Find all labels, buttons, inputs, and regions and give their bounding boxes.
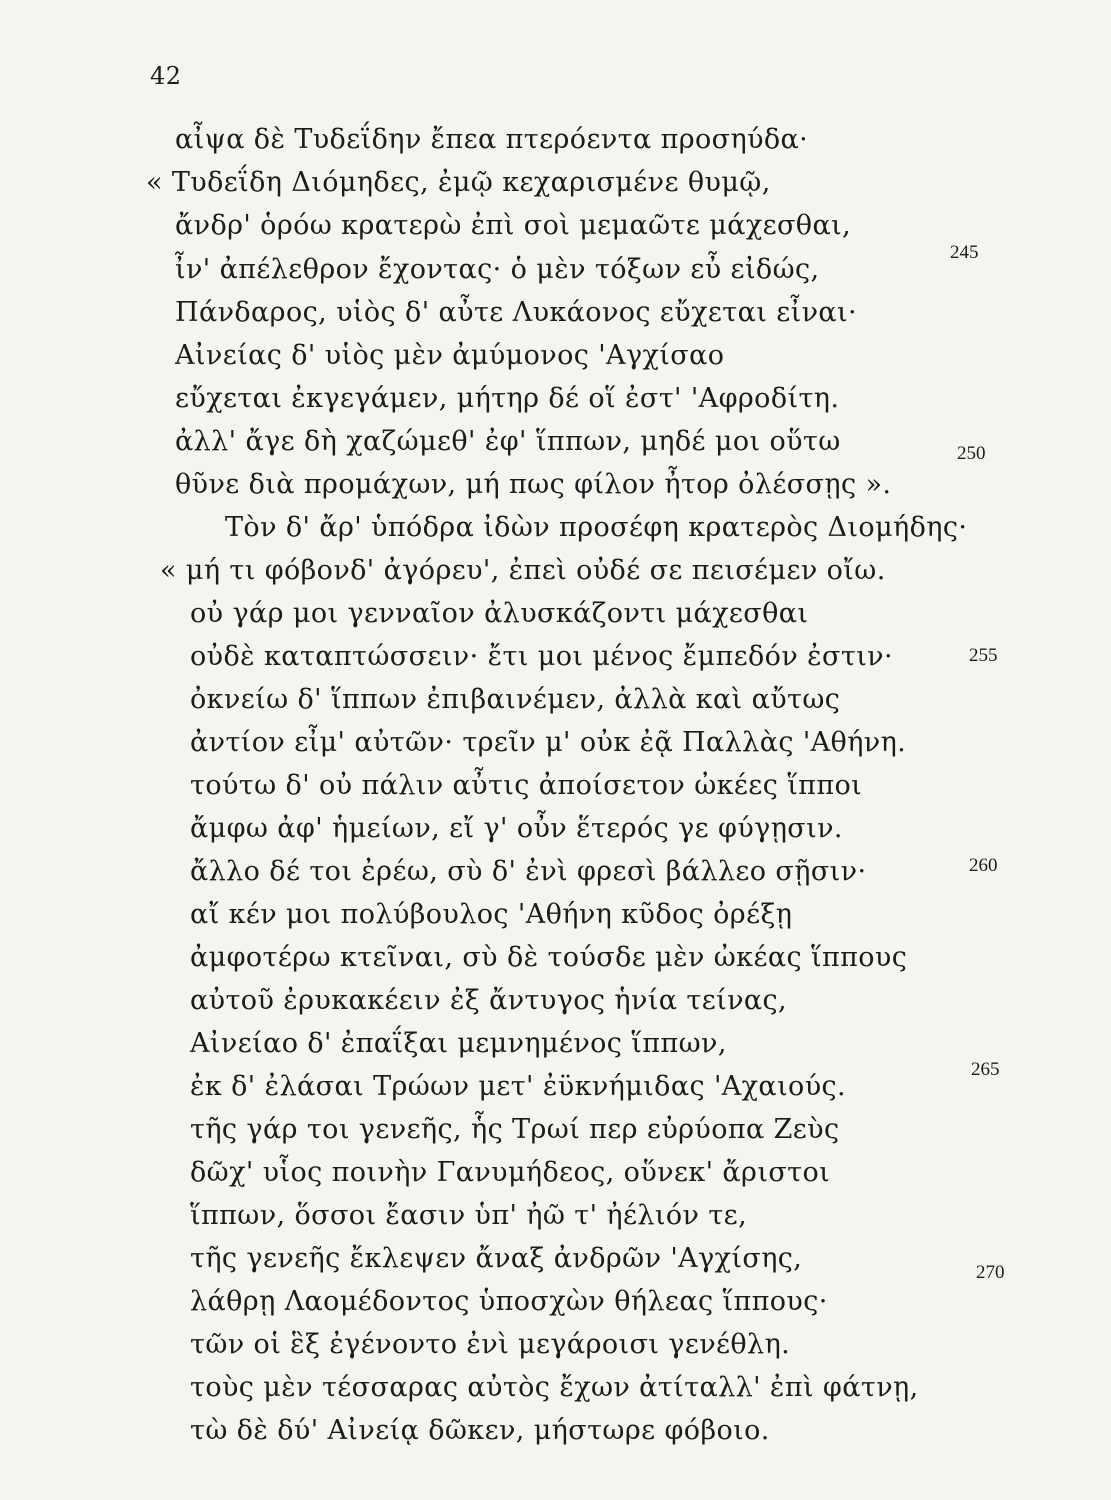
verse-line: ἀμφοτέρω κτεῖναι, σὺ δὲ τούσδε μὲν ὠκέας ἵππους (190, 942, 908, 973)
verse-line: Τὸν δ' ἄρ' ὑπόδρα ἰδὼν προσέφη κρατερὸς Διομήδης· (225, 512, 968, 543)
verse-line: τὼ δὲ δύ' Αἰνείᾳ δῶκεν, μήστωρε φόβοιο. (190, 1415, 770, 1446)
verse-line: τῶν οἱ ἓξ ἐγένοντο ἐνὶ μεγάροισι γενέθλη. (190, 1329, 791, 1360)
verse-line: αἴ κέν μοι πολύβουλος 'Αθήνη κῦδος ὀρέξῃ (190, 899, 793, 930)
verse-line: τούτω δ' οὐ πάλιν αὖτις ἀποίσετον ὠκέες ἵπποι (190, 770, 863, 801)
verse-line: ἶν' ἀπέλεθρον ἔχοντας· ὁ μὲν τόξων εὖ εἰδώς, (175, 254, 820, 285)
verse-line: ἀντίον εἶμ' αὐτῶν· τρεῖν μ' οὐκ ἐᾷ Παλλὰς 'Αθήνη. (190, 727, 907, 758)
line-number-260: 260 (969, 855, 998, 876)
verse-line: οὐ γάρ μοι γενναῖον ἀλυσκάζοντι μάχεσθαι (190, 598, 809, 629)
verse-line: αὐτοῦ ἐρυκακέειν ἐξ ἄντυγος ἡνία τείνας, (190, 985, 788, 1016)
verse-line: ἄλλο δέ τοι ἐρέω, σὺ δ' ἐνὶ φρεσὶ βάλλεο σῇσιν· (190, 856, 867, 887)
verse-line: « μή τι φόβονδ' ἀγόρευ', ἐπεὶ οὐδέ σε πεισέμεν οἴω. (160, 555, 886, 586)
verse-line: αἶψα δὲ Τυδεΐδην ἔπεα πτερόεντα προσηύδα· (175, 124, 809, 155)
verse-line: ἀλλ' ἄγε δὴ χαζώμεθ' ἐφ' ἵππων, μηδέ μοι οὕτω (175, 426, 841, 457)
verse-line: Αἰνείαο δ' ἐπαΐξαι μεμνημένος ἵππων, (190, 1028, 727, 1059)
verse-line: ἐκ δ' ἐλάσαι Τρώων μετ' ἐϋκνήμιδας 'Αχαιούς. (190, 1071, 847, 1102)
verse-line: ἄνδρ' ὁρόω κρατερὼ ἐπὶ σοὶ μεμαῶτε μάχεσθαι, (175, 210, 852, 241)
line-number-245: 245 (950, 242, 979, 263)
verse-line: Πάνδαρος, υἱὸς δ' αὖτε Λυκάονος εὔχεται εἶναι· (175, 297, 857, 328)
verse-line: τῆς γενεῆς ἔκλεψεν ἄναξ ἀνδρῶν 'Αγχίσης, (190, 1243, 803, 1274)
line-number-250: 250 (957, 443, 986, 464)
verse-line: λάθρῃ Λαομέδοντος ὑποσχὼν θήλεας ἵππους· (190, 1286, 828, 1317)
line-number-255: 255 (969, 645, 998, 666)
verse-line: θῦνε διὰ προμάχων, μή πως φίλον ἦτορ ὀλέσσῃς ». (175, 469, 892, 500)
verse-line: τῆς γάρ τοι γενεῆς, ἧς Τρωί περ εὐρύοπα Ζεὺς (190, 1114, 840, 1145)
verse-line: « Τυδεΐδη Διόμηδες, ἐμῷ κεχαρισμένε θυμῷ, (146, 167, 771, 198)
verse-line: εὔχεται ἐκγεγάμεν, μήτηρ δέ οἵ ἐστ' 'Αφροδίτη. (175, 383, 840, 414)
verse-line: Αἰνείας δ' υἱὸς μὲν ἀμύμονος 'Αγχίσαο (175, 340, 725, 371)
verse-line: οὐδὲ καταπτώσσειν· ἔτι μοι μένος ἔμπεδόν ἐστιν· (190, 641, 893, 672)
verse-line: ἵππων, ὅσσοι ἔασιν ὑπ' ἠῶ τ' ἠέλιόν τε, (190, 1200, 748, 1231)
verse-line: δῶχ' υἷος ποινὴν Γανυμήδεος, οὕνεκ' ἄριστοι (190, 1157, 831, 1188)
line-number-270: 270 (976, 1262, 1005, 1283)
page-number: 42 (150, 62, 182, 90)
line-number-265: 265 (971, 1059, 1000, 1080)
verse-line: τοὺς μὲν τέσσαρας αὐτὸς ἔχων ἀτίταλλ' ἐπὶ φάτνῃ, (190, 1372, 919, 1403)
verse-line: ὀκνείω δ' ἵππων ἐπιβαινέμεν, ἀλλὰ καὶ αὔτως (190, 684, 841, 715)
verse-line: ἄμφω ἀφ' ἡμείων, εἴ γ' οὖν ἕτερός γε φύγῃσιν. (190, 813, 843, 844)
